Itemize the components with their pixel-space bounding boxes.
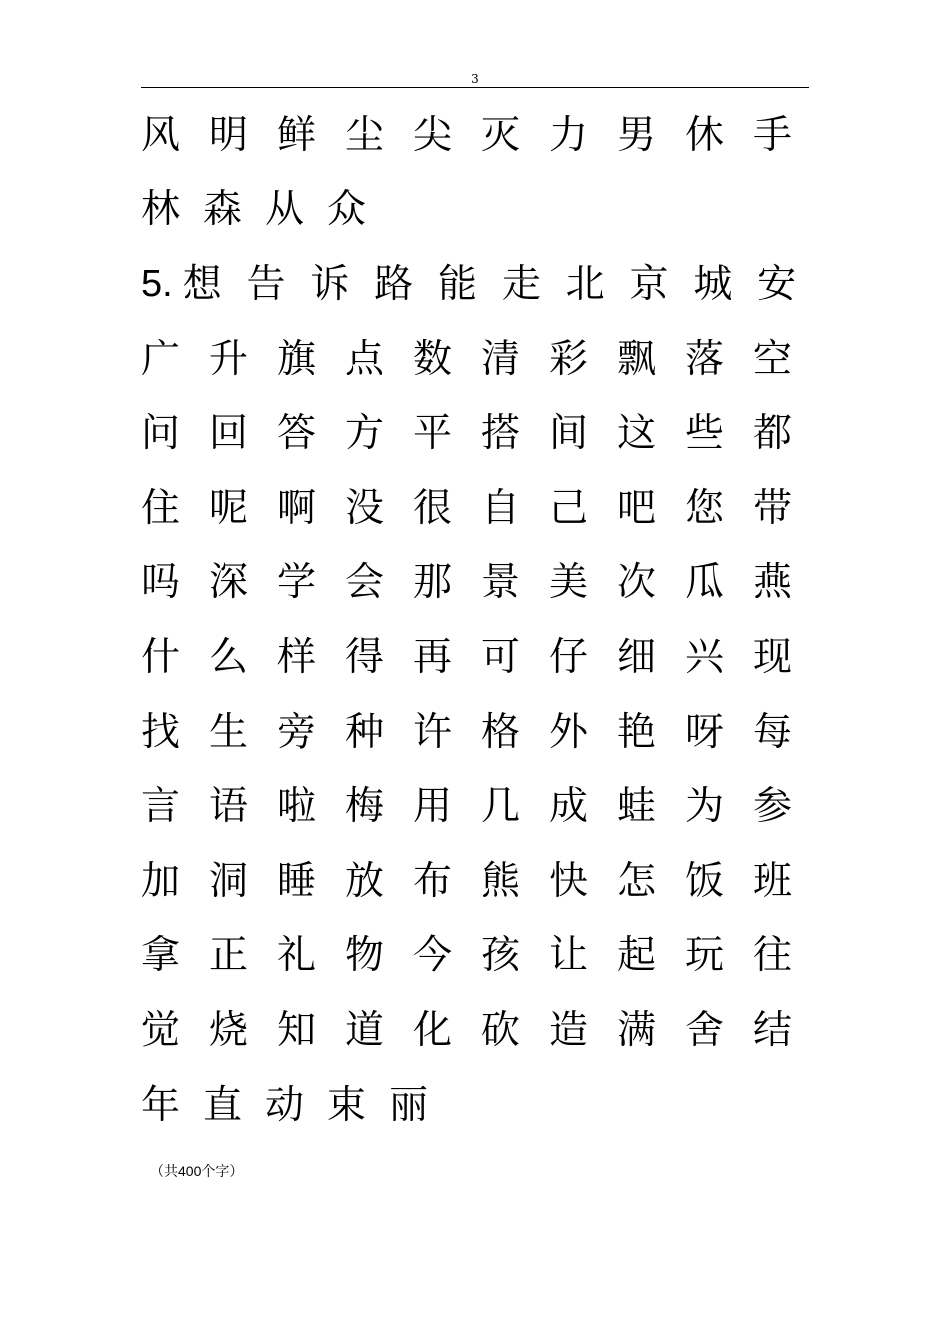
character: 孩 [481, 933, 521, 979]
character: 艳 [617, 709, 657, 755]
character: 起 [617, 933, 657, 979]
character: 几 [481, 784, 521, 830]
character: 找 [141, 709, 181, 755]
character-row [141, 396, 821, 471]
character: 烧 [209, 1007, 249, 1053]
character: 安 [757, 261, 797, 307]
header-rule [141, 87, 809, 88]
character: 拿 [141, 933, 181, 979]
character-row [141, 620, 821, 695]
character: 回 [209, 411, 249, 457]
character: 种 [345, 709, 385, 755]
character: 升 [209, 336, 249, 382]
character: 布 [413, 858, 453, 904]
character: 满 [617, 1007, 657, 1053]
character: 鲜 [277, 112, 317, 158]
character: 样 [277, 634, 317, 680]
character: 都 [753, 411, 793, 457]
character-row [141, 919, 821, 994]
character-row [141, 98, 821, 173]
character: 得 [345, 634, 385, 680]
character: 言 [141, 784, 181, 830]
character: 带 [753, 485, 793, 531]
character: 细 [617, 634, 657, 680]
character: 舍 [685, 1007, 725, 1053]
character: 平 [413, 411, 453, 457]
character: 成 [549, 784, 589, 830]
character: 现 [753, 634, 793, 680]
character: 再 [413, 634, 453, 680]
character: 什 [141, 634, 181, 680]
character: 林 [141, 187, 181, 233]
character: 旁 [277, 709, 317, 755]
character: 啊 [277, 485, 317, 531]
character: 玩 [685, 933, 725, 979]
character: 呀 [685, 709, 725, 755]
character-row [141, 173, 821, 248]
character: 美 [549, 560, 589, 606]
character: 点 [345, 336, 385, 382]
character: 景 [481, 560, 521, 606]
character: 道 [345, 1007, 385, 1053]
character: 北 [565, 261, 605, 307]
character: 语 [209, 784, 249, 830]
character-row [141, 471, 821, 546]
character: 落 [685, 336, 725, 382]
character: 造 [549, 1007, 589, 1053]
character: 熊 [481, 858, 521, 904]
character: 走 [501, 261, 541, 307]
character: 每 [753, 709, 793, 755]
character: 己 [549, 485, 589, 531]
character: 许 [413, 709, 453, 755]
character: 风 [141, 112, 181, 158]
character: 那 [413, 560, 453, 606]
character: 直 [203, 1082, 243, 1128]
character: 快 [549, 858, 589, 904]
character: 知 [277, 1007, 317, 1053]
character: 生 [209, 709, 249, 755]
character-row [141, 695, 821, 770]
character: 方 [345, 411, 385, 457]
character: 京 [629, 261, 669, 307]
character: 加 [141, 858, 181, 904]
lesson-number: 5. [141, 263, 173, 306]
character: 兴 [685, 634, 725, 680]
character: 么 [209, 634, 249, 680]
character: 住 [141, 485, 181, 531]
character: 仔 [549, 634, 589, 680]
character: 用 [413, 784, 453, 830]
character: 怎 [617, 858, 657, 904]
character: 化 [413, 1007, 453, 1053]
character: 从 [265, 187, 305, 233]
character: 问 [141, 411, 181, 457]
character: 丽 [389, 1082, 429, 1128]
character: 外 [549, 709, 589, 755]
character: 蛙 [617, 784, 657, 830]
character: 班 [753, 858, 793, 904]
character: 啦 [277, 784, 317, 830]
character: 数 [413, 336, 453, 382]
character: 燕 [753, 560, 793, 606]
page-number: 3 [471, 72, 479, 86]
character-row [141, 769, 821, 844]
character: 会 [345, 560, 385, 606]
character: 灭 [481, 112, 521, 158]
character: 众 [327, 187, 367, 233]
character-row [141, 844, 821, 919]
character-row [141, 247, 821, 322]
character: 吧 [617, 485, 657, 531]
character: 动 [265, 1082, 305, 1128]
character: 手 [753, 112, 793, 158]
character-count-note: （共400个字） [150, 1163, 244, 1179]
character: 今 [413, 933, 453, 979]
character: 参 [753, 784, 793, 830]
character: 这 [617, 411, 657, 457]
character: 正 [209, 933, 249, 979]
character-row [141, 993, 821, 1068]
character: 告 [246, 261, 286, 307]
character: 森 [203, 187, 243, 233]
character: 清 [481, 336, 521, 382]
character: 些 [685, 411, 725, 457]
character: 很 [413, 485, 453, 531]
character: 礼 [277, 933, 317, 979]
character: 学 [277, 560, 317, 606]
character: 城 [693, 261, 733, 307]
character: 束 [327, 1082, 367, 1128]
character: 路 [374, 261, 414, 307]
character: 物 [345, 933, 385, 979]
character: 睡 [277, 858, 317, 904]
character: 男 [617, 112, 657, 158]
character: 尖 [413, 112, 453, 158]
character: 梅 [345, 784, 385, 830]
character: 深 [209, 560, 249, 606]
character-list [141, 98, 821, 1142]
character: 年 [141, 1082, 181, 1128]
character: 让 [549, 933, 589, 979]
character: 砍 [481, 1007, 521, 1053]
character: 次 [617, 560, 657, 606]
character: 能 [438, 261, 478, 307]
character: 明 [209, 112, 249, 158]
character: 没 [345, 485, 385, 531]
character: 自 [481, 485, 521, 531]
character: 饭 [685, 858, 725, 904]
character: 力 [549, 112, 589, 158]
character: 诉 [310, 261, 350, 307]
character: 您 [685, 485, 725, 531]
character-row [141, 322, 821, 397]
character: 答 [277, 411, 317, 457]
character: 觉 [141, 1007, 181, 1053]
character-row [141, 546, 821, 621]
character: 为 [685, 784, 725, 830]
character: 格 [481, 709, 521, 755]
character-row [141, 1068, 821, 1143]
character: 空 [753, 336, 793, 382]
character: 搭 [481, 411, 521, 457]
character: 旗 [277, 336, 317, 382]
character: 结 [753, 1007, 793, 1053]
character: 放 [345, 858, 385, 904]
character: 彩 [549, 336, 589, 382]
character: 可 [481, 634, 521, 680]
character: 往 [753, 933, 793, 979]
character: 广 [141, 336, 181, 382]
character: 尘 [345, 112, 385, 158]
character: 瓜 [685, 560, 725, 606]
character: 飘 [617, 336, 657, 382]
character: 呢 [209, 485, 249, 531]
character: 洞 [209, 858, 249, 904]
character: 想 [182, 261, 222, 307]
character: 间 [549, 411, 589, 457]
character: 吗 [141, 560, 181, 606]
character: 休 [685, 112, 725, 158]
